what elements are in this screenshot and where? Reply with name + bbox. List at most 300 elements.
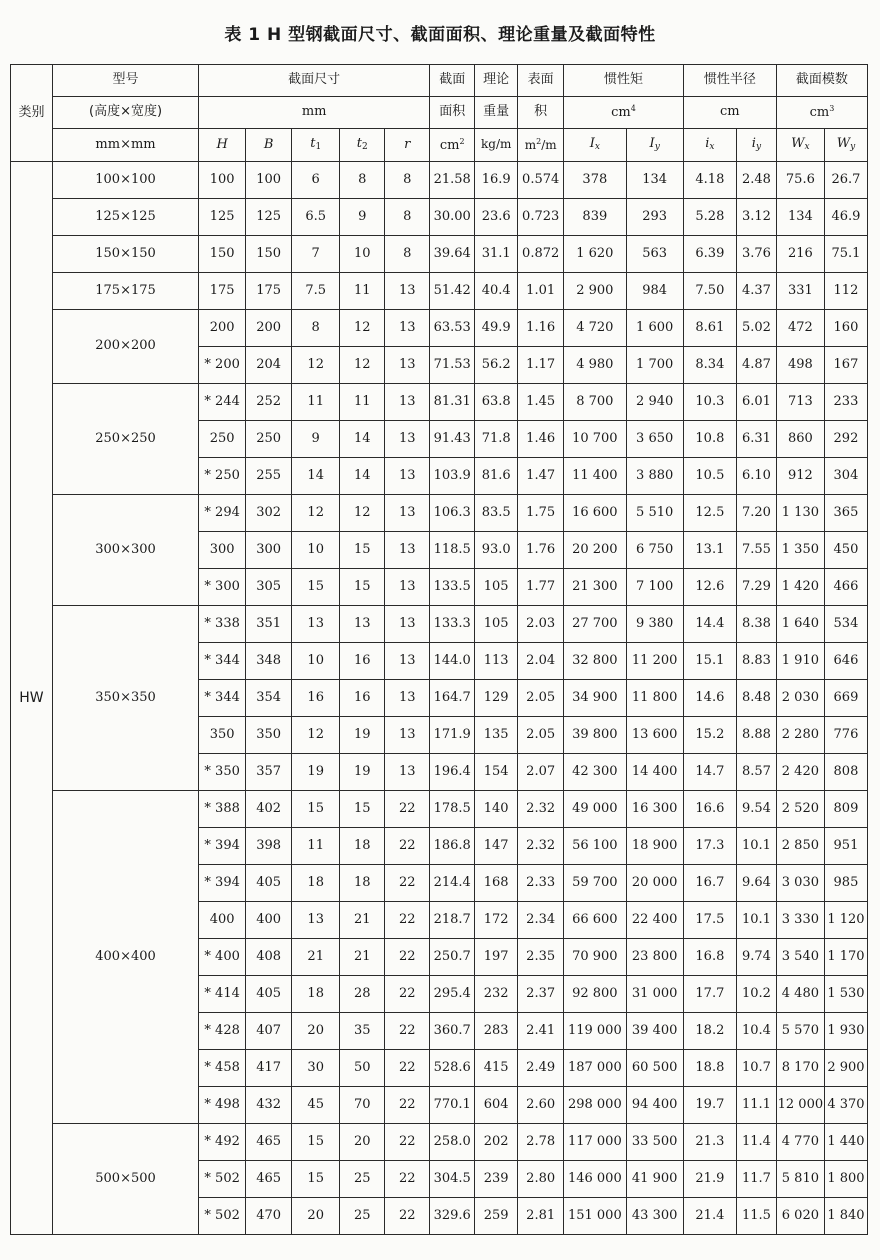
header-col-iy: $i_y$ [736,129,776,162]
data-cell: 472 [776,310,824,347]
data-cell: 18 [292,976,340,1013]
data-cell: 470 [246,1198,292,1235]
data-cell: 39 800 [564,717,626,754]
data-cell: 6.5 [292,199,340,236]
data-cell: 408 [246,939,292,976]
data-cell: 4.18 [683,162,736,199]
header-radius-unit: cm [683,97,776,129]
data-cell: 28 [340,976,385,1013]
data-cell: 11 [292,384,340,421]
data-cell: 16.8 [683,939,736,976]
header-surface-1: 表面 [518,65,564,97]
data-cell: 354 [246,680,292,717]
data-cell: 13 [385,421,430,458]
data-cell: 14 400 [626,754,683,791]
data-cell: 348 [246,643,292,680]
data-cell: 2.05 [518,717,564,754]
data-cell: 13 [385,569,430,606]
data-cell: 92 800 [564,976,626,1013]
data-cell: 10.7 [736,1050,776,1087]
data-cell: 1.77 [518,569,564,606]
data-cell: 7.55 [736,532,776,569]
data-cell: 450 [824,532,867,569]
data-cell: 164.7 [430,680,475,717]
data-cell: 22 400 [626,902,683,939]
data-cell: 20 [292,1013,340,1050]
data-cell: 417 [246,1050,292,1087]
data-cell: 465 [246,1161,292,1198]
data-cell: 3 330 [776,902,824,939]
data-cell: 8 [292,310,340,347]
data-cell: 331 [776,273,824,310]
data-cell: 8 [385,236,430,273]
table-row [11,310,868,347]
data-cell: 22 [385,976,430,1013]
data-cell: 13 [292,902,340,939]
data-cell: 22 [385,902,430,939]
data-cell: 154 [475,754,518,791]
data-cell: 2 030 [776,680,824,717]
data-cell: 8.61 [683,310,736,347]
data-cell: 4.87 [736,347,776,384]
data-cell: * 492 [199,1124,246,1161]
data-cell: * 428 [199,1013,246,1050]
header-model-unit: mm×mm [52,129,198,162]
data-cell: * 344 [199,643,246,680]
data-cell: 14 [340,421,385,458]
data-cell: 10.5 [683,458,736,495]
data-cell: 75.1 [824,236,867,273]
data-cell: 70 900 [564,939,626,976]
data-cell: 214.4 [430,865,475,902]
data-cell: 1 350 [776,532,824,569]
table-row [11,606,868,643]
data-cell: 150 [199,236,246,273]
data-cell: 17.5 [683,902,736,939]
data-cell: 7.5 [292,273,340,310]
data-cell: 56 100 [564,828,626,865]
data-cell: 15 [292,1124,340,1161]
data-cell: 18 [292,865,340,902]
data-cell: 7.20 [736,495,776,532]
data-cell: * 498 [199,1087,246,1124]
data-cell: 105 [475,606,518,643]
data-cell: 22 [385,865,430,902]
data-cell: * 394 [199,828,246,865]
data-cell: 1.76 [518,532,564,569]
data-cell: 7 100 [626,569,683,606]
header-inertia-unit: $cm^4$ [564,97,684,129]
data-cell: 19 [340,717,385,754]
header-surface-2: 积 [518,97,564,129]
data-cell: 12 [340,495,385,532]
data-cell: 17.7 [683,976,736,1013]
header-weight-2: 重量 [475,97,518,129]
data-cell: 60 500 [626,1050,683,1087]
data-cell: 985 [824,865,867,902]
data-cell: 465 [246,1124,292,1161]
data-cell: 1 530 [824,976,867,1013]
data-cell: 63.8 [475,384,518,421]
data-cell: 20 200 [564,532,626,569]
data-cell: 39 400 [626,1013,683,1050]
data-cell: 19.7 [683,1087,736,1124]
data-cell: 112 [824,273,867,310]
data-cell: 351 [246,606,292,643]
data-cell: 160 [824,310,867,347]
data-cell: 1.16 [518,310,564,347]
data-cell: 18 900 [626,828,683,865]
data-cell: 13 [385,347,430,384]
data-cell: 12 [340,347,385,384]
data-cell: 9.74 [736,939,776,976]
data-cell: 23 800 [626,939,683,976]
data-cell: 2 940 [626,384,683,421]
table-body [11,162,868,1235]
data-cell: 3.76 [736,236,776,273]
data-cell: 25 [340,1198,385,1235]
data-cell: 100 [199,162,246,199]
data-cell: 8 170 [776,1050,824,1087]
table-row [11,1124,868,1161]
data-cell: 133.5 [430,569,475,606]
data-cell: 12.5 [683,495,736,532]
data-cell: 13 [385,458,430,495]
data-cell: 11 [340,384,385,421]
data-cell: 200 [199,310,246,347]
header-category: 类别 [11,65,53,162]
data-cell: 2 900 [564,273,626,310]
data-cell: 22 [385,1087,430,1124]
data-cell: 22 [385,1198,430,1235]
data-cell: 2.78 [518,1124,564,1161]
data-cell: 4 770 [776,1124,824,1161]
data-cell: 197 [475,939,518,976]
header-area-unit: $cm^2$ [430,129,475,162]
data-cell: 56.2 [475,347,518,384]
data-cell: 16 300 [626,791,683,828]
data-cell: 18.2 [683,1013,736,1050]
data-cell: 2.07 [518,754,564,791]
data-cell: 259 [475,1198,518,1235]
header-model: 型号 [52,65,198,97]
data-cell: 11.4 [736,1124,776,1161]
data-cell: 171.9 [430,717,475,754]
data-cell: 2.03 [518,606,564,643]
header-col-ix: $i_x$ [683,129,736,162]
data-cell: 1.01 [518,273,564,310]
data-cell: 13 [385,310,430,347]
data-cell: * 350 [199,754,246,791]
table-row [11,273,868,310]
data-cell: 860 [776,421,824,458]
data-cell: * 414 [199,976,246,1013]
data-cell: 150 [246,236,292,273]
data-cell: 1 700 [626,347,683,384]
data-cell: 646 [824,643,867,680]
data-cell: 13 [385,680,430,717]
data-cell: 10.3 [683,384,736,421]
header-weight-1: 理论 [475,65,518,97]
data-cell: 12 000 [776,1087,824,1124]
header-modulus-unit: $cm^3$ [776,97,867,129]
data-cell: 16 [340,643,385,680]
data-cell: 1 130 [776,495,824,532]
data-cell: 13 600 [626,717,683,754]
data-cell: 20 [292,1198,340,1235]
data-cell: 16 [340,680,385,717]
table-row [11,162,868,199]
data-cell: 7 [292,236,340,273]
data-cell: 16.7 [683,865,736,902]
data-cell: 18.8 [683,1050,736,1087]
data-cell: 22 [385,1013,430,1050]
data-cell: 20 [340,1124,385,1161]
data-cell: * 338 [199,606,246,643]
header-area-2: 面积 [430,97,475,129]
data-cell: 140 [475,791,518,828]
data-cell: 3 030 [776,865,824,902]
data-cell: 2.34 [518,902,564,939]
data-cell: * 200 [199,347,246,384]
data-cell: 10 700 [564,421,626,458]
data-cell: 22 [385,1161,430,1198]
data-cell: 808 [824,754,867,791]
data-cell: 283 [475,1013,518,1050]
data-cell: * 400 [199,939,246,976]
data-cell: 146 000 [564,1161,626,1198]
data-cell: 292 [824,421,867,458]
data-cell: 250 [246,421,292,458]
data-cell: * 344 [199,680,246,717]
data-cell: 17.3 [683,828,736,865]
data-cell: * 388 [199,791,246,828]
data-cell: 93.0 [475,532,518,569]
data-cell: 809 [824,791,867,828]
header-surface-unit: $m^2/m$ [518,129,564,162]
data-cell: 117 000 [564,1124,626,1161]
data-cell: 91.43 [430,421,475,458]
data-cell: 16.9 [475,162,518,199]
data-cell: 13 [385,717,430,754]
data-cell: 365 [824,495,867,532]
data-cell: 11 [340,273,385,310]
data-cell: 22 [385,939,430,976]
data-cell: 178.5 [430,791,475,828]
data-cell: 2.35 [518,939,564,976]
data-cell: 2.32 [518,828,564,865]
data-cell: 13 [385,754,430,791]
data-cell: 302 [246,495,292,532]
data-cell: 10.8 [683,421,736,458]
data-cell: 118.5 [430,532,475,569]
data-cell: 350 [246,717,292,754]
data-cell: 4.37 [736,273,776,310]
data-cell: 216 [776,236,824,273]
model-cell: 125×125 [52,199,198,236]
header-col-H: H [199,129,246,162]
data-cell: 49.9 [475,310,518,347]
header-col-t1: $t_1$ [292,129,340,162]
data-cell: 133.3 [430,606,475,643]
data-cell: 119 000 [564,1013,626,1050]
model-cell: 300×300 [52,495,198,606]
data-cell: 5.02 [736,310,776,347]
data-cell: 4 980 [564,347,626,384]
data-cell: 31 000 [626,976,683,1013]
header-col-t2: $t_2$ [340,129,385,162]
data-cell: 604 [475,1087,518,1124]
data-cell: 11 400 [564,458,626,495]
data-cell: 14 [292,458,340,495]
data-cell: 21 [340,939,385,976]
data-cell: 534 [824,606,867,643]
data-cell: 8.38 [736,606,776,643]
data-cell: 8.88 [736,717,776,754]
data-cell: 9 [340,199,385,236]
data-cell: 2.05 [518,680,564,717]
data-cell: 50 [340,1050,385,1087]
data-cell: 33 500 [626,1124,683,1161]
data-cell: 41 900 [626,1161,683,1198]
data-cell: 10 [292,532,340,569]
data-cell: 239 [475,1161,518,1198]
data-cell: 12 [292,495,340,532]
data-cell: 1 170 [824,939,867,976]
data-cell: 6.10 [736,458,776,495]
data-cell: 770.1 [430,1087,475,1124]
header-dims-unit: mm [199,97,430,129]
data-cell: 293 [626,199,683,236]
data-cell: 70 [340,1087,385,1124]
model-cell: 175×175 [52,273,198,310]
data-cell: 2.81 [518,1198,564,1235]
table-row [11,791,868,828]
header-col-B: B [246,129,292,162]
data-cell: 3.12 [736,199,776,236]
data-cell: 134 [776,199,824,236]
header-col-Wx: $W_x$ [776,129,824,162]
data-cell: 151 000 [564,1198,626,1235]
data-cell: 202 [475,1124,518,1161]
data-cell: 1.46 [518,421,564,458]
header-radius: 惯性半径 [683,65,776,97]
data-cell: 81.6 [475,458,518,495]
data-cell: 1 620 [564,236,626,273]
data-cell: 13 [385,384,430,421]
data-cell: 8 700 [564,384,626,421]
data-cell: 83.5 [475,495,518,532]
data-cell: 250.7 [430,939,475,976]
data-cell: 25 [340,1161,385,1198]
data-cell: 15 [340,569,385,606]
data-cell: 10.2 [736,976,776,1013]
data-cell: 11 800 [626,680,683,717]
data-cell: 21.4 [683,1198,736,1235]
data-cell: 1 120 [824,902,867,939]
data-cell: 398 [246,828,292,865]
data-cell: 94 400 [626,1087,683,1124]
data-cell: 3 650 [626,421,683,458]
data-cell: 8 [340,162,385,199]
data-cell: * 300 [199,569,246,606]
data-cell: 15.1 [683,643,736,680]
data-cell: 7.29 [736,569,776,606]
data-cell: 6.39 [683,236,736,273]
data-cell: 6 [292,162,340,199]
data-cell: 1 800 [824,1161,867,1198]
data-cell: 135 [475,717,518,754]
data-cell: 2 850 [776,828,824,865]
data-cell: 258.0 [430,1124,475,1161]
data-cell: 6 020 [776,1198,824,1235]
data-cell: 4 480 [776,976,824,1013]
data-cell: 232 [475,976,518,1013]
data-cell: 11 200 [626,643,683,680]
data-cell: 15 [292,791,340,828]
data-cell: 27 700 [564,606,626,643]
data-cell: 187 000 [564,1050,626,1087]
data-cell: 21 300 [564,569,626,606]
data-cell: 18 [340,865,385,902]
data-cell: 51.42 [430,273,475,310]
data-cell: 8.83 [736,643,776,680]
data-cell: 46.9 [824,199,867,236]
data-cell: 15 [340,532,385,569]
data-cell: 528.6 [430,1050,475,1087]
data-cell: 669 [824,680,867,717]
header-col-Wy: $W_y$ [824,129,867,162]
data-cell: 8.57 [736,754,776,791]
data-cell: 3 540 [776,939,824,976]
data-cell: 9.54 [736,791,776,828]
data-cell: 563 [626,236,683,273]
data-cell: 15.2 [683,717,736,754]
data-cell: 1.47 [518,458,564,495]
data-cell: 466 [824,569,867,606]
data-cell: 22 [385,791,430,828]
data-cell: 400 [246,902,292,939]
data-cell: 255 [246,458,292,495]
data-cell: 30.00 [430,199,475,236]
data-cell: 11.7 [736,1161,776,1198]
data-cell: 21.58 [430,162,475,199]
data-cell: 42 300 [564,754,626,791]
data-cell: 196.4 [430,754,475,791]
data-cell: 19 [340,754,385,791]
header-modulus: 截面模数 [776,65,867,97]
data-cell: 12.6 [683,569,736,606]
data-cell: 1 440 [824,1124,867,1161]
data-cell: 2 520 [776,791,824,828]
data-cell: 8.48 [736,680,776,717]
data-cell: 2 900 [824,1050,867,1087]
data-cell: 9 380 [626,606,683,643]
data-cell: 10.1 [736,902,776,939]
data-cell: 4 370 [824,1087,867,1124]
data-cell: 776 [824,717,867,754]
data-cell: 59 700 [564,865,626,902]
data-cell: 39.64 [430,236,475,273]
data-cell: 6.01 [736,384,776,421]
data-cell: 304.5 [430,1161,475,1198]
header-model-sub: (高度×宽度) [52,97,198,129]
data-cell: 22 [385,1124,430,1161]
data-cell: 357 [246,754,292,791]
data-cell: 43 300 [626,1198,683,1235]
data-cell: 15 [292,569,340,606]
data-cell: * 502 [199,1161,246,1198]
